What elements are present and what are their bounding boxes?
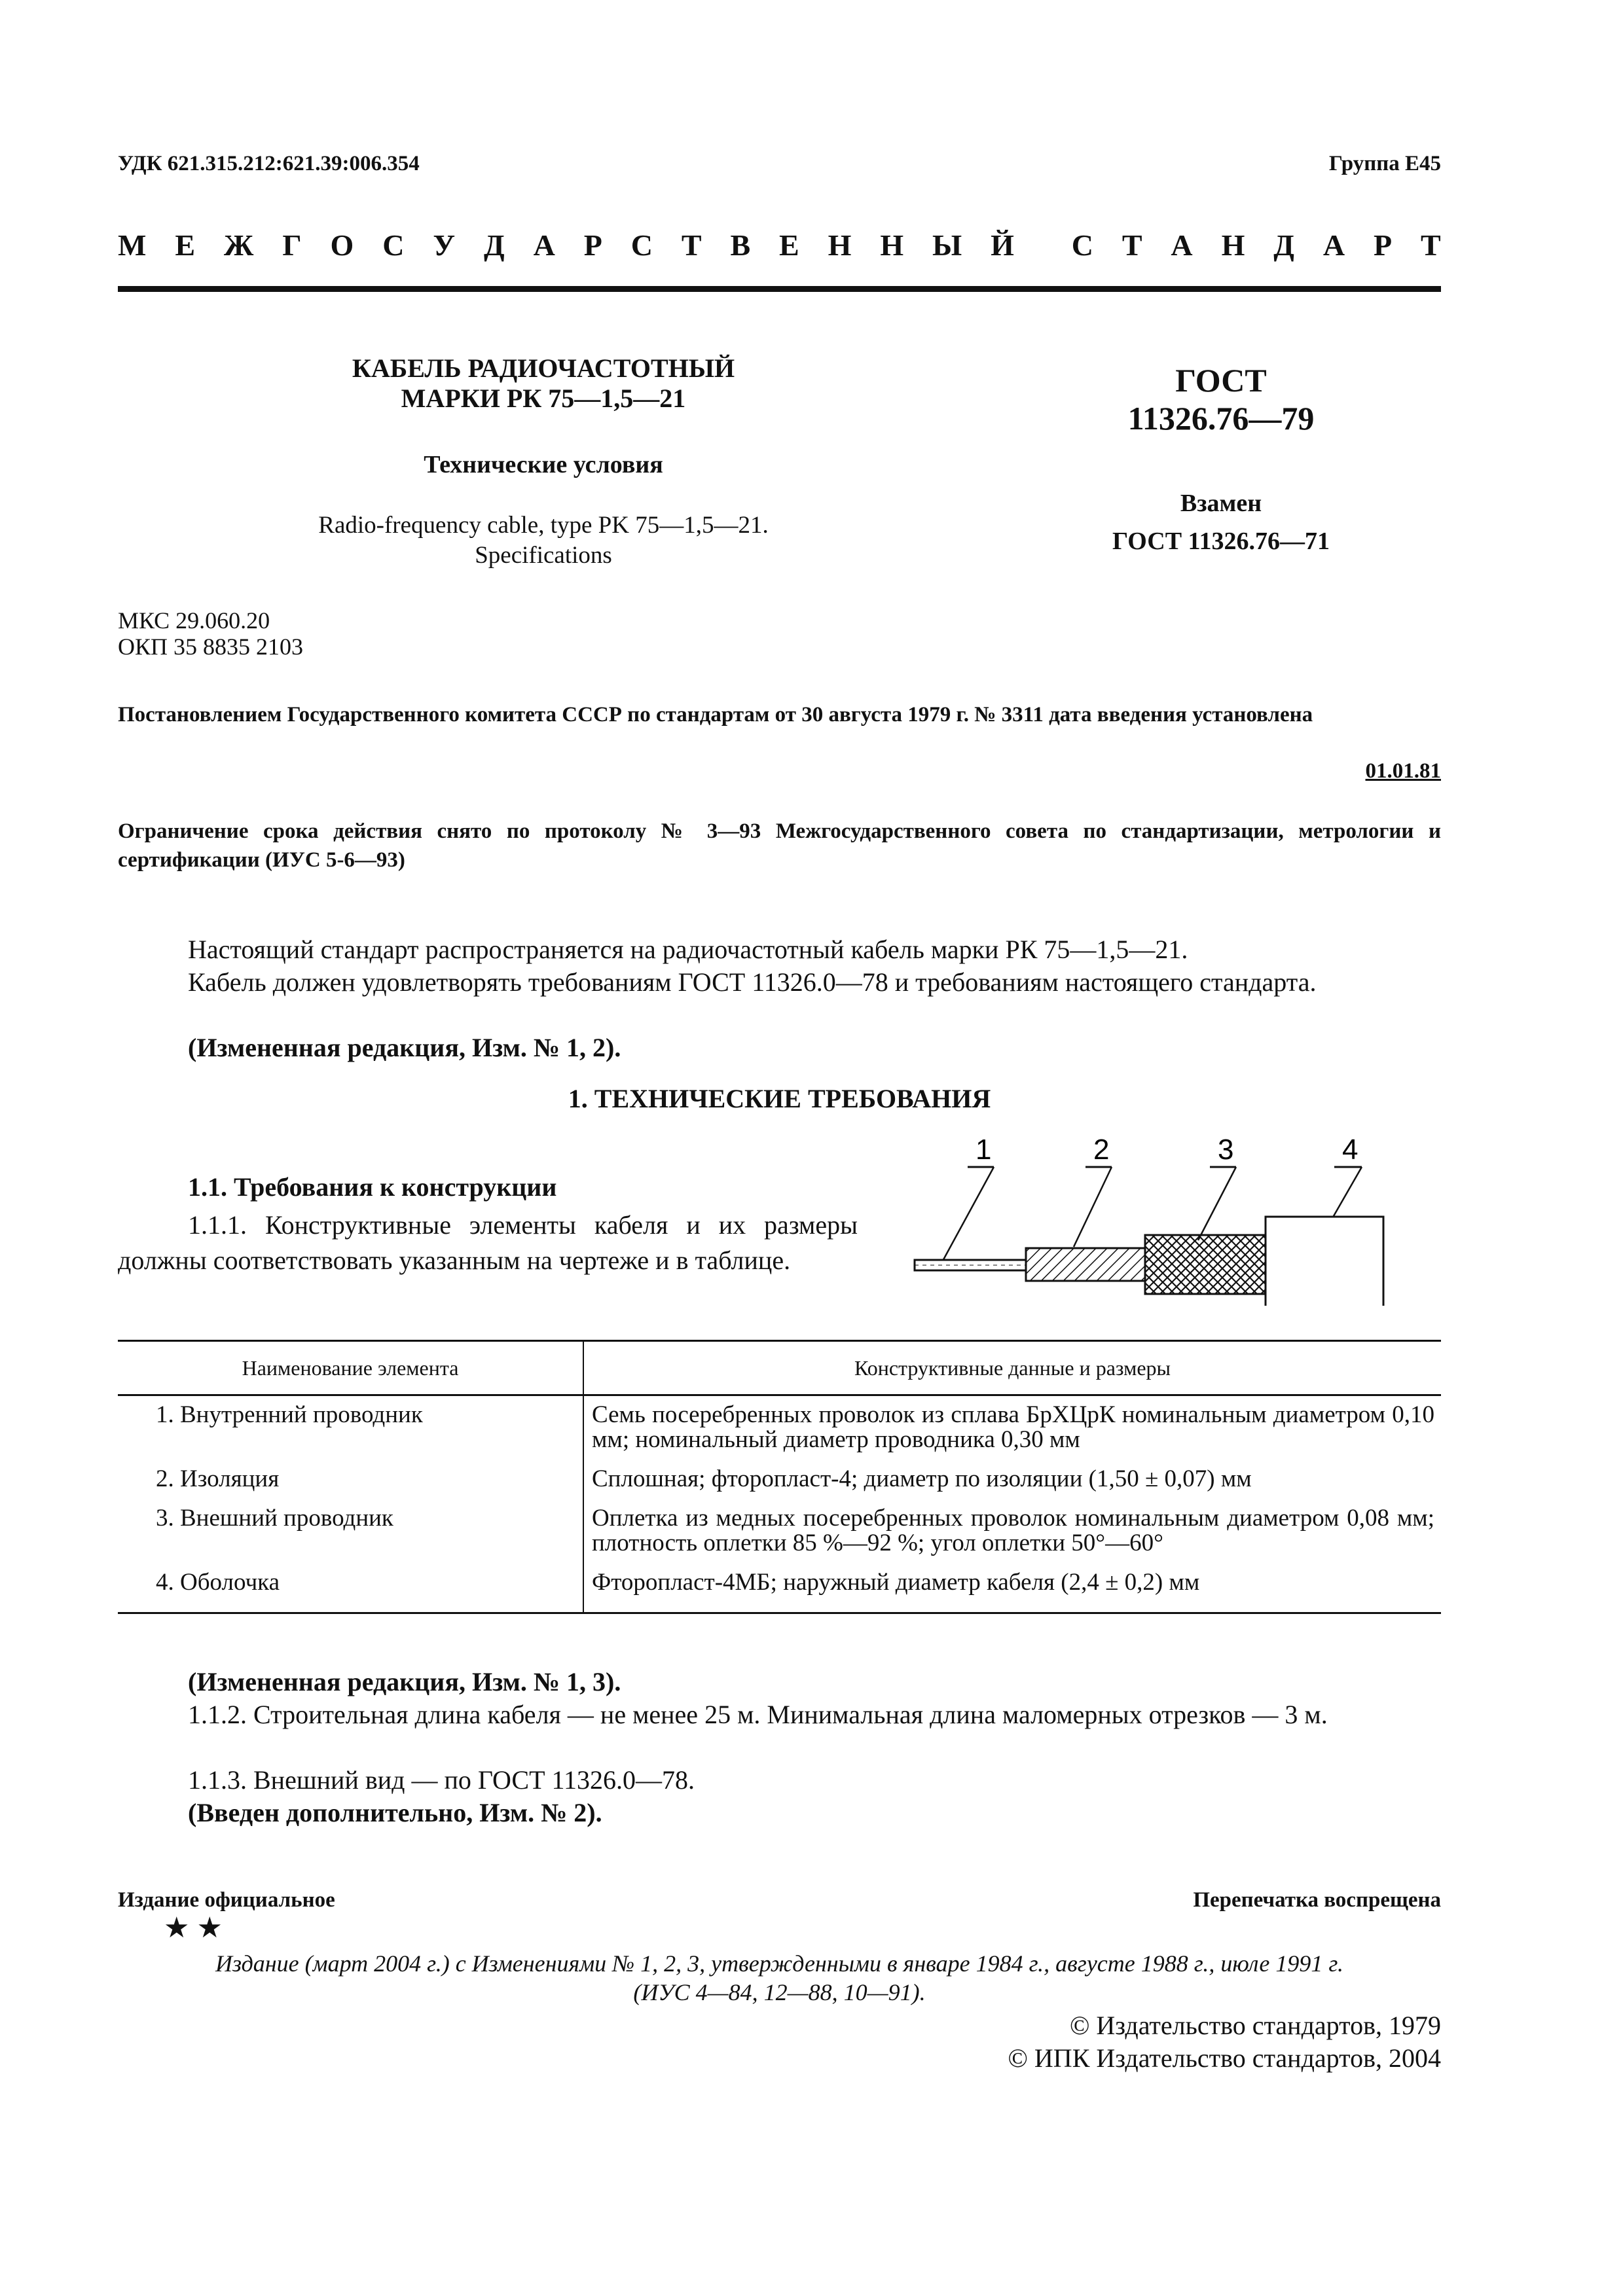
- document-subtitle: Технические условия: [424, 451, 663, 478]
- star-icons: ★ ★: [164, 1912, 223, 1944]
- intro-paragraph-1: Настоящий стандарт распространяется на радиочастотный кабель марки РК 75—1,5—21.: [188, 935, 1188, 964]
- copyright-block: [1008, 2009, 1441, 2075]
- construction-table: [118, 1340, 1441, 1614]
- udk-code: УДК 621.315.212:621.39:006.354: [118, 152, 420, 175]
- gost-number: 11326.76—79: [1127, 400, 1315, 437]
- drawing-label-4: 4: [1342, 1136, 1359, 1166]
- heading-letter: Н: [828, 228, 852, 262]
- limitation-text: Ограничение срока действия снято по протоколу № 3—93 Межгосударственного совета по стандартизации, метрологии и сертификации (ИУС 5-6—93): [118, 819, 1441, 872]
- replaces-number: ГОСТ 11326.76—71: [1112, 528, 1330, 555]
- intro-amendment: (Измененная редакция, Изм. № 1, 2).: [188, 1033, 621, 1062]
- decree-text: Постановлением Государственного комитета СССР по стандартам от 30 августа 1979 г. № 3311 дата введения установлена: [118, 703, 1313, 726]
- heading-letter: Д: [1273, 228, 1294, 262]
- table-cell-element: 1. Внутренний проводник: [118, 1395, 583, 1461]
- paragraph-1-1-3: 1.1.3. Внешний вид — по ГОСТ 11326.0—78.: [188, 1765, 695, 1795]
- english-title: [249, 511, 838, 571]
- drawing-label-2: 2: [1093, 1136, 1110, 1166]
- classification-codes: [118, 607, 303, 660]
- table-row: [118, 1395, 1441, 1461]
- title-line-2: МАРКИ РК 75—1,5—21: [401, 384, 686, 413]
- replaces-label: Взамен: [1180, 490, 1262, 517]
- heading-letter: С: [1071, 228, 1093, 262]
- table-row: [118, 1460, 1441, 1499]
- heading-letter: Д: [484, 228, 505, 262]
- paragraph-1-1-1: 1.1.1. Конструктивные элементы кабеля и их размеры должны соответствовать указанным на чертеже и в таблице.: [118, 1210, 858, 1275]
- table-cell-data: Сплошная; фторопласт-4; диаметр по изоляции (1,50 ± 0,07) мм: [592, 1465, 1252, 1492]
- heading-letter: А: [533, 228, 555, 262]
- heading-letter: Е: [779, 228, 799, 262]
- heading-letter: А: [1322, 228, 1345, 262]
- table-header-row: [118, 1341, 1441, 1395]
- section-1-title: 1. ТЕХНИЧЕСКИЕ ТРЕБОВАНИЯ: [568, 1084, 991, 1113]
- heading-letter: Р: [1373, 228, 1393, 262]
- heading-letter: Г: [282, 228, 302, 262]
- heading-letter: М: [118, 228, 147, 262]
- introduction-date: 01.01.81: [1365, 759, 1441, 783]
- table-row: [118, 1564, 1441, 1613]
- gost-label: ГОСТ: [1175, 362, 1267, 399]
- standard-type-heading: [118, 228, 1441, 262]
- heading-letter: Ж: [223, 228, 254, 262]
- copyright-2004: © ИПК Издательство стандартов, 2004: [1008, 2043, 1441, 2073]
- paragraph-1-1-2: 1.1.2. Строительная длина кабеля — не менее 25 м. Минимальная длина маломерных отрезков — 3 м.: [188, 1700, 1328, 1729]
- edition-note-line-2: (ИУС 4—84, 12—88, 10—91).: [633, 1979, 926, 2005]
- table-cell-element: 2. Изоляция: [118, 1460, 583, 1499]
- table-cell-element: 3. Внешний проводник: [118, 1499, 583, 1564]
- heading-letter: А: [1171, 228, 1193, 262]
- edition-note: [118, 1949, 1441, 2007]
- heading-letter: Р: [583, 228, 602, 262]
- heading-letter: У: [433, 228, 456, 262]
- replaces-block: [1041, 484, 1401, 560]
- heading-letter: Н: [1221, 228, 1245, 262]
- mks-code: МКС 29.060.20: [118, 607, 270, 634]
- drawing-label-3: 3: [1218, 1136, 1234, 1166]
- document-title: [314, 353, 773, 414]
- table-cell-data: Семь посеребренных проволок из сплава БрХЦрК номинальным диаметром 0,10 мм; номинальный диаметр проводника 0,30 мм: [592, 1401, 1434, 1453]
- english-title-line-1: Radio-frequency cable, type PK 75—1,5—21.: [318, 512, 769, 539]
- gost-designation: [1041, 361, 1401, 437]
- okp-code: ОКП 35 8835 2103: [118, 634, 304, 660]
- edition-note-line-1: Издание (март 2004 г.) с Изменениями № 1, 2, 3, утвержденными в январе 1984 г., августе 1988 г., июле 1991 г.: [215, 1950, 1343, 1977]
- table-header-element: Наименование элемента: [118, 1341, 583, 1395]
- cable-drawing: [897, 1136, 1395, 1306]
- group-code: Группа Е45: [1328, 152, 1441, 175]
- heading-letter: Й: [991, 228, 1014, 262]
- heading-letter: С: [382, 228, 405, 262]
- table-row: [118, 1499, 1441, 1564]
- heading-letter: Н: [880, 228, 904, 262]
- heading-letter: С: [630, 228, 653, 262]
- table-cell-element: 4. Оболочка: [118, 1564, 583, 1613]
- heading-letter: Т: [1420, 228, 1441, 262]
- drawing-label-1: 1: [976, 1136, 992, 1166]
- english-title-line-2: Specifications: [475, 542, 612, 569]
- copyright-1979: © Издательство стандартов, 1979: [1069, 2011, 1441, 2040]
- header-rule: [118, 286, 1441, 292]
- table-header-data: Конструктивные данные и размеры: [583, 1341, 1441, 1395]
- heading-letter: Т: [1122, 228, 1142, 262]
- table-cell-data: Фторопласт-4МБ; наружный диаметр кабеля (2,4 ± 0,2) мм: [583, 1564, 1441, 1613]
- title-line-1: КАБЕЛЬ РАДИОЧАСТОТНЫЙ: [352, 353, 735, 383]
- heading-letter: Ы: [932, 228, 962, 262]
- heading-letter: Е: [175, 228, 196, 262]
- reprint-notice: Перепечатка воспрещена: [1193, 1888, 1441, 1912]
- heading-letter: О: [330, 228, 354, 262]
- official-edition-label: Издание официальное: [118, 1888, 335, 1912]
- table-cell-data: Оплетка из медных посеребренных проволок номинальным диаметром 0,08 мм; плотность оплетки 85 %—92 %; угол оплетки 50°—60°: [592, 1505, 1434, 1556]
- heading-letter: В: [730, 228, 751, 262]
- amendment-note-1: (Измененная редакция, Изм. № 1, 3).: [188, 1667, 621, 1696]
- amendment-note-2: (Введен дополнительно, Изм. № 2).: [188, 1798, 602, 1827]
- intro-paragraph-2: Кабель должен удовлетворять требованиям ГОСТ 11326.0—78 и требованиям настоящего стандарта.: [188, 967, 1317, 997]
- heading-letter: Т: [681, 228, 702, 262]
- subsection-1-1-title: 1.1. Требования к конструкции: [188, 1172, 557, 1202]
